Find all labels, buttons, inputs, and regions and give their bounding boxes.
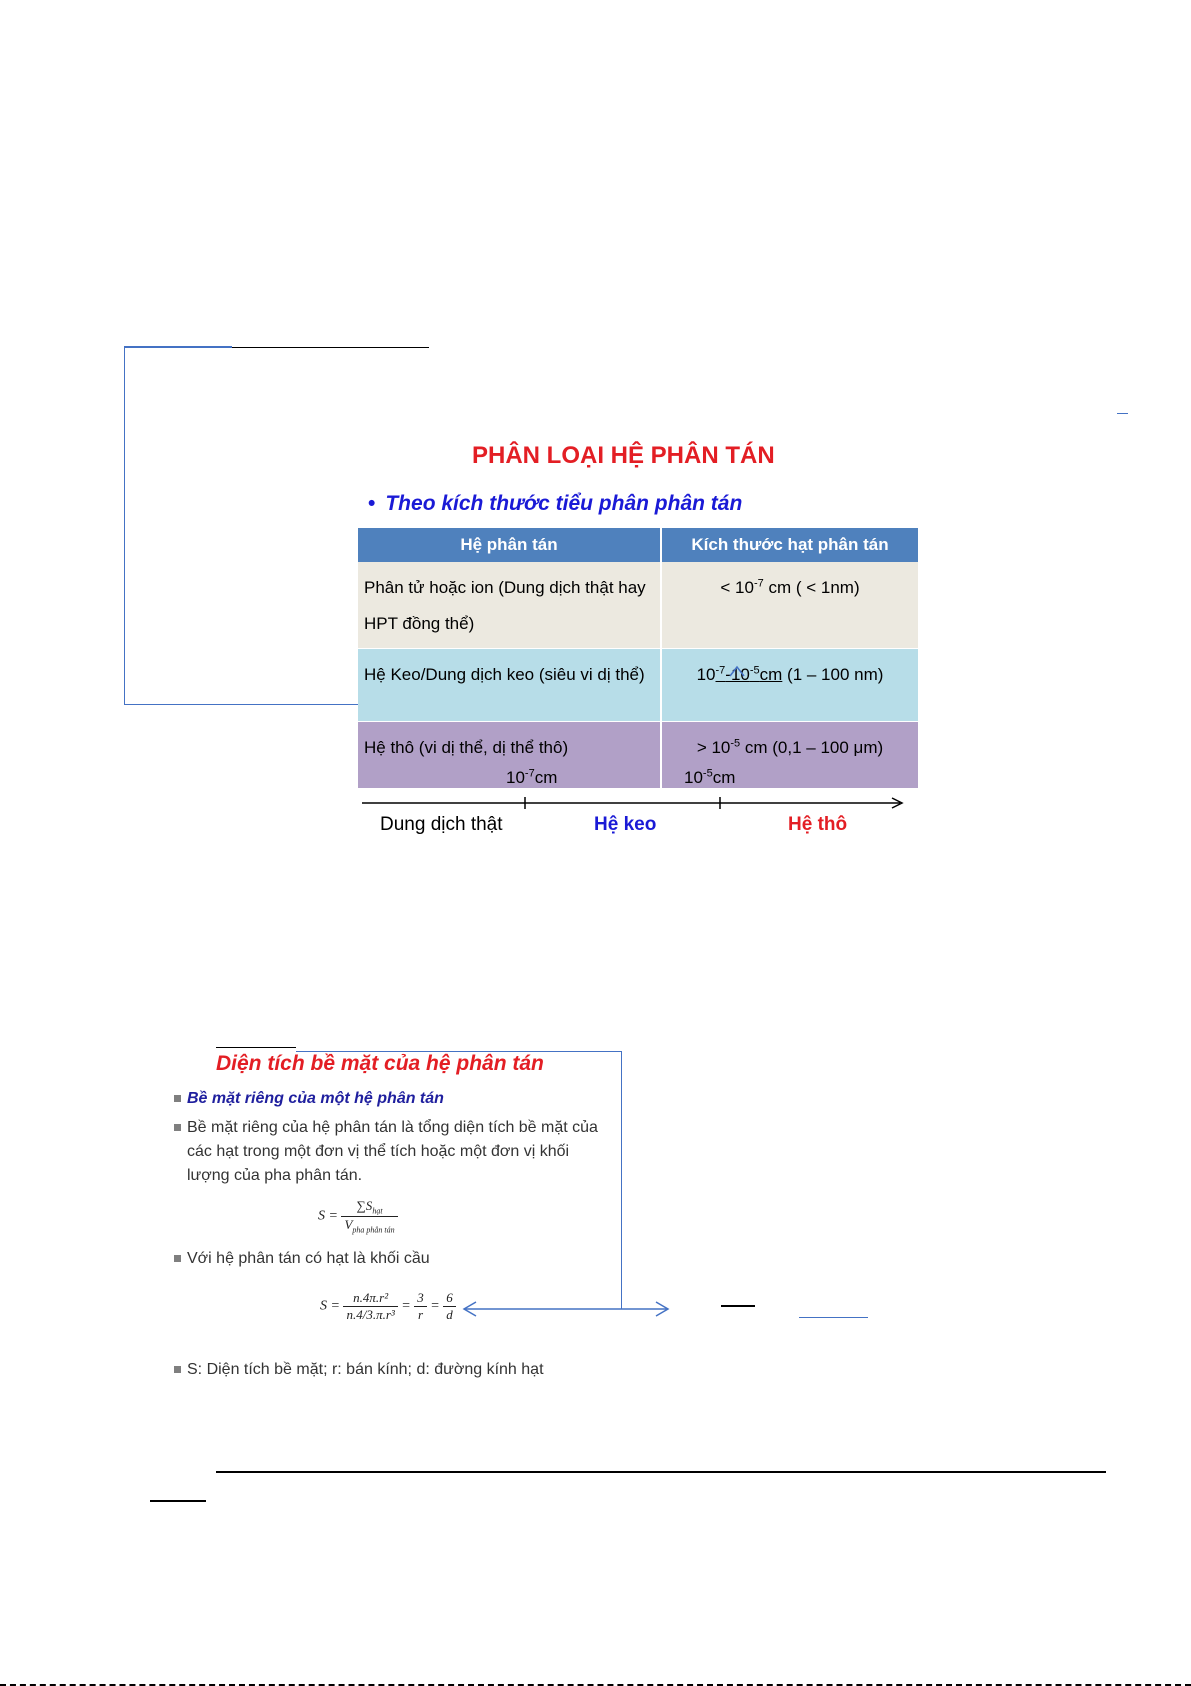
table-cell: < $10^{-7}$ cm ( < 1nm) [661,562,918,649]
slide2-paragraph: Bề mặt riêng của hệ phân tán là tổng diện tích bề mặt của các hạt trong một đơn vị thể tích hoặc một đơn vị khối lượng của pha phân tán. [174,1116,614,1188]
slide2-paragraph: S: Diện tích bề mặt; r: bán kính; d: đường kính hạt [174,1358,544,1382]
top-rule-accent [124,346,232,348]
bullet-square [174,1124,181,1131]
table-cell: Phân tử hoặc ion (Dung dịch thật hay HPT đồng thể) [358,562,661,649]
slide-bullet [368,492,742,516]
slide2-frame-right [621,1051,622,1309]
bullet-square [174,1366,181,1373]
size-axis [360,794,912,814]
bullet-square [174,1095,181,1102]
connector-left [124,347,125,704]
zone-label-colloid: Hệ keo [594,814,657,835]
axis-tick-label-2: $10^{-5}cm$ [684,767,736,787]
slide2-paragraph: Với hệ phân tán có hạt là khối cầu [174,1247,430,1271]
slide-title: PHÂN LOẠI HỆ PHÂN TÁN [472,442,775,469]
table-cell: Hệ thô (vi dị thể, dị thể thô) [358,722,661,789]
small-rule-blue [799,1317,868,1318]
table-header-row [358,528,918,562]
table-row [358,722,918,789]
formula-specific-surface: S = $\frac{\sum S_{hạt}}{V_{pha phân tán}}$ [318,1198,398,1234]
small-rule-right [1117,413,1128,414]
bottom-rule-short [150,1500,206,1502]
bottom-rule [216,1471,1106,1473]
slide2-top-rule [216,1047,296,1048]
double-arrow [460,1298,674,1320]
table-header: Kích thước hạt phân tán [661,528,918,562]
bullet-text: Theo kích thước tiểu phân phân tán [385,492,743,515]
table-cell: $10^{-7}-10^{-5}cm$ (1 – 100 nm) [661,649,918,722]
zone-label-true-solution: Dung dịch thật [380,814,503,835]
table-cell: > $10^{-5}$ cm (0,1 – 100 μm) [661,722,918,789]
small-rule [721,1305,755,1307]
slide2-title: Diện tích bề mặt của hệ phân tán [216,1052,544,1075]
connector-arrowhead [728,664,746,678]
table-header: Hệ phân tán [358,528,661,562]
slide2-subtitle: Bề mặt riêng của một hệ phân tán [174,1090,444,1108]
table-row [358,649,918,722]
bullet-square [174,1255,181,1262]
table-row [358,562,918,649]
formula-sphere: S = $\frac{\text{n.4π.r²}}{\text{n.4/3.π.r³}}$ = $\frac{3}{r}$ = $\frac{6}{d}$ [320,1290,456,1323]
table-cell: Hệ Keo/Dung dịch keo (siêu vi dị thể) [358,649,661,722]
bullet-dot: • [368,492,376,515]
classification-table [358,528,918,789]
zone-label-coarse: Hệ thô [788,814,848,835]
axis-tick-label-1: $10^{-7}cm$ [506,767,558,787]
